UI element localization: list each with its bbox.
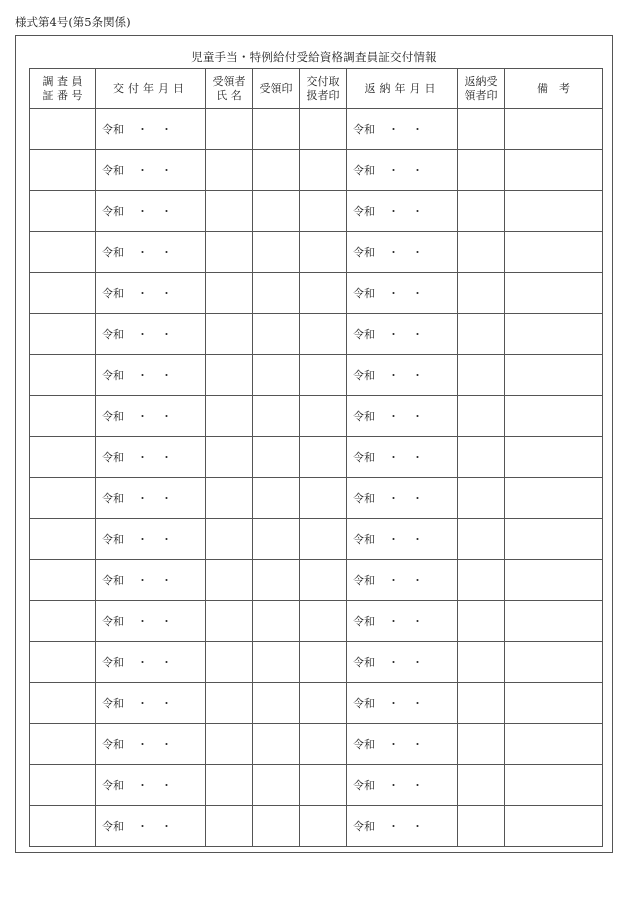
receipt-seal-cell[interactable]: [253, 683, 300, 724]
issuer-seal-cell[interactable]: [300, 519, 347, 560]
return-separator: ・: [412, 820, 423, 833]
return-separator: ・: [388, 492, 399, 505]
table-row: [30, 806, 603, 847]
cert-number-cell[interactable]: [30, 478, 96, 519]
return-era: 令和: [353, 328, 375, 341]
issue-separator: ・: [161, 697, 172, 710]
issue-separator: ・: [137, 451, 148, 464]
issue-separator: ・: [161, 492, 172, 505]
recipient-name-cell[interactable]: [206, 765, 253, 806]
return-separator: ・: [412, 574, 423, 587]
return-separator: ・: [388, 779, 399, 792]
return-separator: ・: [412, 779, 423, 792]
return-separator: ・: [412, 615, 423, 628]
remarks-cell[interactable]: [505, 478, 603, 519]
recipient-name-cell[interactable]: [206, 355, 253, 396]
return-separator: ・: [388, 205, 399, 218]
remarks-cell[interactable]: [505, 806, 603, 847]
table-row: [30, 560, 603, 601]
return-era: 令和: [353, 738, 375, 751]
issue-cell[interactable]: [96, 478, 206, 519]
issue-cell[interactable]: [96, 683, 206, 724]
return-separator: ・: [388, 533, 399, 546]
issue-separator: ・: [137, 205, 148, 218]
return-separator: ・: [388, 615, 399, 628]
return-era: 令和: [353, 492, 375, 505]
return-era: 令和: [353, 123, 375, 136]
issuer-seal-cell[interactable]: [300, 683, 347, 724]
return-receiver-seal-cell[interactable]: [458, 437, 505, 478]
header-cert-number-line2: 証 番 号: [42, 88, 83, 102]
header-receipt-seal: [253, 69, 300, 109]
return-cell[interactable]: [347, 396, 458, 437]
receipt-seal-cell[interactable]: [253, 232, 300, 273]
cert-number-cell[interactable]: [30, 601, 96, 642]
header-issuer-seal-line1: 交付取: [306, 74, 340, 88]
recipient-name-cell[interactable]: [206, 232, 253, 273]
issue-separator: ・: [161, 533, 172, 546]
issuer-seal-cell[interactable]: [300, 273, 347, 314]
return-separator: ・: [388, 656, 399, 669]
issue-era: 令和: [102, 369, 124, 382]
cert-number-cell[interactable]: [30, 519, 96, 560]
remarks-cell[interactable]: [505, 314, 603, 355]
recipient-name-cell[interactable]: [206, 642, 253, 683]
header-return-receiver-seal: [458, 69, 505, 109]
return-separator: ・: [388, 738, 399, 751]
issue-cell[interactable]: [96, 765, 206, 806]
return-separator: ・: [388, 697, 399, 710]
issue-era: 令和: [102, 246, 124, 259]
return-era: 令和: [353, 697, 375, 710]
return-cell[interactable]: [347, 232, 458, 273]
issue-separator: ・: [137, 369, 148, 382]
issue-era: 令和: [102, 164, 124, 177]
recipient-name-cell[interactable]: [206, 478, 253, 519]
receipt-seal-cell[interactable]: [253, 437, 300, 478]
form-frame: [15, 35, 613, 853]
issue-era: 令和: [102, 328, 124, 341]
header-issuer-seal: [300, 69, 347, 109]
issuer-seal-cell[interactable]: [300, 765, 347, 806]
table-body: [30, 109, 603, 847]
issuer-seal-cell[interactable]: [300, 355, 347, 396]
issue-cell[interactable]: [96, 273, 206, 314]
return-separator: ・: [388, 164, 399, 177]
return-era: 令和: [353, 410, 375, 423]
issuer-seal-cell[interactable]: [300, 601, 347, 642]
issue-separator: ・: [137, 820, 148, 833]
recipient-name-cell[interactable]: [206, 806, 253, 847]
return-era: 令和: [353, 205, 375, 218]
issuer-seal-cell[interactable]: [300, 806, 347, 847]
return-separator: ・: [412, 205, 423, 218]
issue-separator: ・: [137, 287, 148, 300]
issuer-seal-cell[interactable]: [300, 314, 347, 355]
return-cell[interactable]: [347, 519, 458, 560]
header-receipt-seal-label: 受領印: [259, 81, 293, 95]
issue-cell[interactable]: [96, 314, 206, 355]
return-separator: ・: [412, 697, 423, 710]
recipient-name-cell[interactable]: [206, 314, 253, 355]
return-receiver-seal-cell[interactable]: [458, 396, 505, 437]
return-separator: ・: [412, 328, 423, 341]
table-row: [30, 396, 603, 437]
return-cell[interactable]: [347, 601, 458, 642]
issue-separator: ・: [161, 615, 172, 628]
issue-cell[interactable]: [96, 806, 206, 847]
cert-number-cell[interactable]: [30, 396, 96, 437]
header-return-date-label: 返納年月日: [364, 81, 440, 95]
issue-separator: ・: [137, 328, 148, 341]
receipt-seal-cell[interactable]: [253, 765, 300, 806]
return-separator: ・: [412, 492, 423, 505]
cert-number-cell[interactable]: [30, 232, 96, 273]
return-separator: ・: [388, 574, 399, 587]
return-separator: ・: [388, 246, 399, 259]
remarks-cell[interactable]: [505, 109, 603, 150]
recipient-name-cell[interactable]: [206, 396, 253, 437]
issue-separator: ・: [161, 164, 172, 177]
return-receiver-seal-cell[interactable]: [458, 642, 505, 683]
recipient-name-cell[interactable]: [206, 560, 253, 601]
cert-number-cell[interactable]: [30, 806, 96, 847]
return-receiver-seal-cell[interactable]: [458, 683, 505, 724]
receipt-seal-cell[interactable]: [253, 396, 300, 437]
remarks-cell[interactable]: [505, 150, 603, 191]
issue-separator: ・: [161, 820, 172, 833]
return-separator: ・: [388, 451, 399, 464]
issue-cell[interactable]: [96, 560, 206, 601]
return-separator: ・: [412, 123, 423, 136]
issue-era: 令和: [102, 820, 124, 833]
issue-separator: ・: [137, 123, 148, 136]
return-receiver-seal-cell[interactable]: [458, 560, 505, 601]
return-receiver-seal-cell[interactable]: [458, 765, 505, 806]
receipt-seal-cell[interactable]: [253, 478, 300, 519]
return-era: 令和: [353, 164, 375, 177]
issuer-seal-cell[interactable]: [300, 109, 347, 150]
issue-cell[interactable]: [96, 396, 206, 437]
return-separator: ・: [412, 656, 423, 669]
receipt-seal-cell[interactable]: [253, 109, 300, 150]
return-receiver-seal-cell[interactable]: [458, 109, 505, 150]
receipt-seal-cell[interactable]: [253, 724, 300, 765]
return-receiver-seal-cell[interactable]: [458, 601, 505, 642]
issue-era: 令和: [102, 574, 124, 587]
return-era: 令和: [353, 820, 375, 833]
return-separator: ・: [412, 533, 423, 546]
cert-number-cell[interactable]: [30, 109, 96, 150]
return-separator: ・: [388, 410, 399, 423]
issue-era: 令和: [102, 451, 124, 464]
form-title: 児童手当・特例給付受給資格調査員証交付情報: [191, 50, 437, 64]
issue-era: 令和: [102, 656, 124, 669]
issue-separator: ・: [137, 574, 148, 587]
issue-separator: ・: [137, 656, 148, 669]
return-cell[interactable]: [347, 273, 458, 314]
return-cell[interactable]: [347, 683, 458, 724]
return-receiver-seal-cell[interactable]: [458, 314, 505, 355]
return-era: 令和: [353, 246, 375, 259]
issue-cell[interactable]: [96, 232, 206, 273]
receipt-seal-cell[interactable]: [253, 191, 300, 232]
remarks-cell[interactable]: [505, 273, 603, 314]
issue-era: 令和: [102, 738, 124, 751]
return-era: 令和: [353, 451, 375, 464]
return-separator: ・: [412, 164, 423, 177]
table-row: [30, 314, 603, 355]
return-receiver-seal-cell[interactable]: [458, 519, 505, 560]
return-separator: ・: [388, 123, 399, 136]
header-row: [30, 69, 603, 109]
issue-separator: ・: [137, 697, 148, 710]
return-cell[interactable]: [347, 355, 458, 396]
cert-number-cell[interactable]: [30, 765, 96, 806]
recipient-name-cell[interactable]: [206, 683, 253, 724]
issue-separator: ・: [137, 738, 148, 751]
return-separator: ・: [412, 246, 423, 259]
cert-number-cell[interactable]: [30, 642, 96, 683]
issue-era: 令和: [102, 615, 124, 628]
header-cert-number-line1: 調 査 員: [42, 74, 83, 88]
recipient-name-cell[interactable]: [206, 519, 253, 560]
issue-cell[interactable]: [96, 437, 206, 478]
header-issuer-seal-line2: 扱者印: [306, 88, 340, 102]
return-cell[interactable]: [347, 314, 458, 355]
return-separator: ・: [388, 328, 399, 341]
return-cell[interactable]: [347, 560, 458, 601]
return-era: 令和: [353, 615, 375, 628]
return-era: 令和: [353, 779, 375, 792]
issue-separator: ・: [137, 492, 148, 505]
return-separator: ・: [412, 410, 423, 423]
return-cell[interactable]: [347, 478, 458, 519]
cert-number-cell[interactable]: [30, 437, 96, 478]
header-recipient-name: [206, 69, 253, 109]
return-separator: ・: [412, 738, 423, 751]
issue-era: 令和: [102, 205, 124, 218]
header-cert-number: [30, 69, 96, 109]
recipient-name-cell[interactable]: [206, 109, 253, 150]
return-era: 令和: [353, 369, 375, 382]
return-separator: ・: [388, 820, 399, 833]
cert-number-cell[interactable]: [30, 724, 96, 765]
issue-cell[interactable]: [96, 150, 206, 191]
receipt-seal-cell[interactable]: [253, 314, 300, 355]
return-receiver-seal-cell[interactable]: [458, 478, 505, 519]
table-row: [30, 355, 603, 396]
recipient-name-cell[interactable]: [206, 150, 253, 191]
issue-separator: ・: [137, 615, 148, 628]
issue-separator: ・: [161, 287, 172, 300]
receipt-seal-cell[interactable]: [253, 150, 300, 191]
issue-separator: ・: [137, 246, 148, 259]
issue-separator: ・: [161, 328, 172, 341]
table-row: [30, 683, 603, 724]
issue-separator: ・: [137, 164, 148, 177]
return-receiver-seal-cell[interactable]: [458, 150, 505, 191]
return-cell[interactable]: [347, 191, 458, 232]
cert-number-cell[interactable]: [30, 150, 96, 191]
receipt-seal-cell[interactable]: [253, 642, 300, 683]
issue-separator: ・: [161, 779, 172, 792]
issue-separator: ・: [137, 410, 148, 423]
table-row: [30, 478, 603, 519]
remarks-cell[interactable]: [505, 437, 603, 478]
issuer-seal-cell[interactable]: [300, 560, 347, 601]
issue-era: 令和: [102, 410, 124, 423]
return-receiver-seal-cell[interactable]: [458, 232, 505, 273]
return-cell[interactable]: [347, 437, 458, 478]
return-cell[interactable]: [347, 642, 458, 683]
issuer-seal-cell[interactable]: [300, 150, 347, 191]
return-cell[interactable]: [347, 724, 458, 765]
issue-era: 令和: [102, 697, 124, 710]
remarks-cell[interactable]: [505, 396, 603, 437]
remarks-cell[interactable]: [505, 683, 603, 724]
return-era: 令和: [353, 656, 375, 669]
issuer-seal-cell[interactable]: [300, 396, 347, 437]
return-cell[interactable]: [347, 109, 458, 150]
issue-separator: ・: [161, 205, 172, 218]
issue-separator: ・: [161, 246, 172, 259]
issue-separator: ・: [161, 574, 172, 587]
return-separator: ・: [388, 287, 399, 300]
issue-era: 令和: [102, 287, 124, 300]
remarks-cell[interactable]: [505, 601, 603, 642]
remarks-cell[interactable]: [505, 519, 603, 560]
remarks-cell[interactable]: [505, 191, 603, 232]
issue-separator: ・: [137, 533, 148, 546]
issue-separator: ・: [161, 656, 172, 669]
issue-cell[interactable]: [96, 355, 206, 396]
cert-number-cell[interactable]: [30, 191, 96, 232]
return-receiver-seal-cell[interactable]: [458, 806, 505, 847]
header-remarks: [505, 69, 603, 109]
issue-cell[interactable]: [96, 642, 206, 683]
table-header: [30, 69, 603, 109]
return-era: 令和: [353, 533, 375, 546]
return-cell[interactable]: [347, 765, 458, 806]
return-separator: ・: [412, 287, 423, 300]
header-return-receiver-seal-line2: 領者印: [464, 88, 498, 102]
cert-number-cell[interactable]: [30, 683, 96, 724]
return-receiver-seal-cell[interactable]: [458, 273, 505, 314]
return-separator: ・: [412, 451, 423, 464]
table-row: [30, 724, 603, 765]
receipt-seal-cell[interactable]: [253, 806, 300, 847]
table-row: [30, 191, 603, 232]
issuer-seal-cell[interactable]: [300, 642, 347, 683]
table-row: [30, 437, 603, 478]
issue-cell[interactable]: [96, 109, 206, 150]
recipient-name-cell[interactable]: [206, 437, 253, 478]
receipt-seal-cell[interactable]: [253, 601, 300, 642]
recipient-name-cell[interactable]: [206, 601, 253, 642]
receipt-seal-cell[interactable]: [253, 273, 300, 314]
issue-cell[interactable]: [96, 724, 206, 765]
recipient-name-cell[interactable]: [206, 273, 253, 314]
issue-cell[interactable]: [96, 601, 206, 642]
cert-number-cell[interactable]: [30, 314, 96, 355]
remarks-cell[interactable]: [505, 765, 603, 806]
table-row: [30, 109, 603, 150]
cert-number-cell[interactable]: [30, 273, 96, 314]
issue-separator: ・: [161, 369, 172, 382]
return-cell[interactable]: [347, 150, 458, 191]
issue-era: 令和: [102, 533, 124, 546]
header-return-receiver-seal-line1: 返納受: [464, 74, 498, 88]
header-recipient-name-line2: 氏 名: [216, 88, 242, 102]
table-row: [30, 519, 603, 560]
remarks-cell[interactable]: [505, 724, 603, 765]
return-separator: ・: [412, 369, 423, 382]
header-issue-date: [96, 69, 206, 109]
return-receiver-seal-cell[interactable]: [458, 191, 505, 232]
remarks-cell[interactable]: [505, 560, 603, 601]
remarks-cell[interactable]: [505, 355, 603, 396]
issue-separator: ・: [161, 123, 172, 136]
receipt-seal-cell[interactable]: [253, 560, 300, 601]
return-receiver-seal-cell[interactable]: [458, 724, 505, 765]
issue-cell[interactable]: [96, 519, 206, 560]
table-row: [30, 273, 603, 314]
cert-number-cell[interactable]: [30, 560, 96, 601]
receipt-seal-cell[interactable]: [253, 519, 300, 560]
receipt-seal-cell[interactable]: [253, 355, 300, 396]
issuer-seal-cell[interactable]: [300, 191, 347, 232]
return-cell[interactable]: [347, 806, 458, 847]
table-row: [30, 150, 603, 191]
issuer-seal-cell[interactable]: [300, 724, 347, 765]
table-row: [30, 765, 603, 806]
header-remarks-label: 備 考: [537, 81, 570, 95]
issue-separator: ・: [161, 738, 172, 751]
table-row: [30, 642, 603, 683]
issue-era: 令和: [102, 123, 124, 136]
return-separator: ・: [388, 369, 399, 382]
issuer-seal-cell[interactable]: [300, 232, 347, 273]
issuance-ledger-table: [29, 68, 603, 847]
header-return-date: [347, 69, 458, 109]
header-recipient-name-line1: 受領者: [212, 74, 246, 88]
issue-separator: ・: [137, 779, 148, 792]
form-number-label: 様式第4号(第5条関係): [15, 15, 131, 29]
issue-separator: ・: [161, 410, 172, 423]
return-era: 令和: [353, 574, 375, 587]
remarks-cell[interactable]: [505, 642, 603, 683]
table-row: [30, 232, 603, 273]
return-receiver-seal-cell[interactable]: [458, 355, 505, 396]
issuer-seal-cell[interactable]: [300, 478, 347, 519]
recipient-name-cell[interactable]: [206, 191, 253, 232]
issue-era: 令和: [102, 492, 124, 505]
issue-separator: ・: [161, 451, 172, 464]
issue-era: 令和: [102, 779, 124, 792]
remarks-cell[interactable]: [505, 232, 603, 273]
issuer-seal-cell[interactable]: [300, 437, 347, 478]
header-issue-date-label: 交付年月日: [113, 81, 188, 95]
return-era: 令和: [353, 287, 375, 300]
recipient-name-cell[interactable]: [206, 724, 253, 765]
table-row: [30, 601, 603, 642]
cert-number-cell[interactable]: [30, 355, 96, 396]
issue-cell[interactable]: [96, 191, 206, 232]
